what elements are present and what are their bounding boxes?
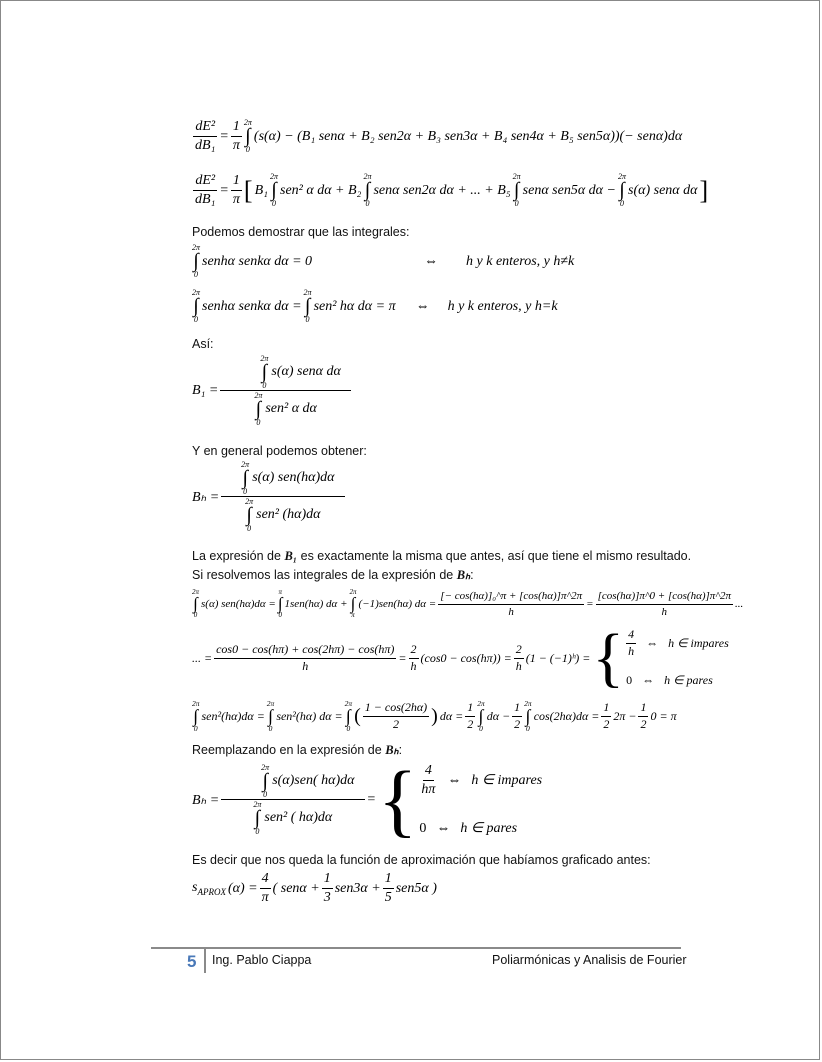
upper-limit: 2π xyxy=(254,391,263,400)
lower-limit: 0 xyxy=(193,611,198,620)
term: dα = xyxy=(439,708,464,723)
fraction-numerator: 1 − cos(2hα) xyxy=(363,701,429,717)
integral-sign: 2π ∫ 0 xyxy=(363,172,372,209)
text: : xyxy=(470,568,474,582)
fraction-denominator: h xyxy=(302,658,309,673)
equation-bh xyxy=(192,461,345,533)
term: senhα senkα dα = xyxy=(202,298,302,314)
text: es exactamente la misma que antes, así que tiene el mismo resultado. xyxy=(297,549,692,563)
lower-limit: 0 xyxy=(479,723,483,733)
integrand: (s(α) − (B₁ senα + B₂ sen2α + B₃ sen3α + B₄ sen4α + B₅ sen5α))(− senα)dα xyxy=(253,128,683,144)
brace: { xyxy=(592,621,625,694)
integral-sign: 2π ∫ 0 xyxy=(245,497,254,533)
integral-sign: 2π ∫ 0 xyxy=(261,763,270,799)
paragraph: Podemos demostrar que las integrales: xyxy=(192,225,410,239)
cases xyxy=(626,628,729,688)
footer-separator xyxy=(204,949,206,973)
lower-limit: 0 xyxy=(268,723,273,733)
upper-limit: 2π xyxy=(245,497,254,506)
ellipsis: ... xyxy=(734,598,744,611)
equation-orthogonality-1 xyxy=(192,244,574,279)
lower-limit: 0 xyxy=(247,524,252,533)
fraction-denominator: π xyxy=(261,890,269,906)
fraction-numerator: 2 xyxy=(514,643,524,659)
condition: h ∈ pares xyxy=(664,672,713,687)
condition: h ∈ pares xyxy=(460,821,518,837)
page-number: 5 xyxy=(187,952,197,971)
fraction-denominator: 2 xyxy=(392,716,399,731)
cases xyxy=(419,763,542,837)
paragraph: Así: xyxy=(192,337,214,351)
integral-sign: 2π ∫ 0 xyxy=(192,243,201,279)
fraction-numerator: 2 xyxy=(409,643,419,659)
equals: = xyxy=(219,128,229,144)
symbol: Bₕ xyxy=(456,568,471,582)
term: (α) = xyxy=(227,880,258,896)
equation-numerator-integral xyxy=(192,589,743,619)
term: senα sen5α dα − xyxy=(522,182,616,198)
lhs: Bₕ = xyxy=(192,792,220,808)
upper-limit: 2π xyxy=(260,354,269,363)
fraction-numerator: 4 xyxy=(260,871,271,889)
subscript: APROX xyxy=(197,886,226,897)
upper-limit: 2π xyxy=(266,699,275,708)
condition: h y k enteros, y h=k xyxy=(447,298,558,314)
upper-limit: 2π xyxy=(241,460,250,469)
fraction-numerator: cos0 − cos(hπ) + cos(2hπ) − cos(hπ) xyxy=(214,643,396,659)
iff-symbol: ⇔ xyxy=(436,820,451,836)
equation-bh-result xyxy=(192,754,543,845)
iff-symbol: ⇔ xyxy=(447,772,462,788)
fraction-denominator: 3 xyxy=(323,890,331,906)
fraction-numerator: 1 xyxy=(322,871,333,889)
lower-limit: 0 xyxy=(262,381,267,390)
equation-derivative-1 xyxy=(193,119,682,154)
fraction-denominator: 2 xyxy=(514,716,521,731)
term: B₁ xyxy=(254,182,268,198)
integral-sign: 2π ∫ 0 xyxy=(344,699,353,733)
iff-symbol: ⇔ xyxy=(642,672,655,687)
fraction-numerator: 1 xyxy=(601,701,611,717)
term: senα sen2α dα + ... + B₅ xyxy=(373,182,511,198)
paren-open: ( xyxy=(354,704,361,727)
lower-limit: 0 xyxy=(243,487,248,496)
equation-derivative-2 xyxy=(193,173,708,208)
lower-limit: 0 xyxy=(365,199,370,209)
fraction-denominator: h xyxy=(661,605,667,618)
condition: h ∈ impares xyxy=(471,773,543,788)
function-name: s xyxy=(192,880,198,896)
symbol: Bₕ xyxy=(385,743,399,757)
paragraph xyxy=(192,549,691,564)
upper-limit: 2π xyxy=(349,588,357,596)
bracket: ] xyxy=(699,175,709,205)
integral-sign: 2π ∫ 0 xyxy=(260,354,269,390)
lower-limit: 0 xyxy=(514,199,519,209)
integral-sign: 2π ∫ 0 xyxy=(241,460,250,496)
upper-limit: 2π xyxy=(617,172,626,182)
footer-author: Ing. Pablo Ciappa xyxy=(212,953,312,967)
term: (−1)sen(hα) dα = xyxy=(358,598,437,611)
integral-sign: 2π ∫ 0 xyxy=(617,172,626,209)
lower-limit: 0 xyxy=(245,145,250,155)
fraction-denominator: 2 xyxy=(640,716,647,731)
term: (cos0 − cos(hπ)) = xyxy=(420,650,512,665)
fraction-numerator: s(α)sen( hα)dα xyxy=(272,773,355,789)
term: 1sen(hα) dα + xyxy=(284,598,348,611)
brace: { xyxy=(377,754,418,845)
fraction-numerator: 1 xyxy=(465,701,475,717)
bracket: [ xyxy=(243,175,253,205)
fraction-denominator: h xyxy=(515,658,522,673)
upper-limit: 2π xyxy=(192,243,201,252)
term: = xyxy=(398,650,407,665)
fraction-denominator: 2 xyxy=(467,716,474,731)
paragraph: Y en general podemos obtener: xyxy=(192,444,367,458)
upper-limit: 2π xyxy=(512,172,521,182)
footer-rule xyxy=(151,947,681,949)
equals: = xyxy=(219,182,229,198)
text: La expresión de xyxy=(192,549,285,563)
equation-b1 xyxy=(192,355,351,427)
upper-limit: 2π xyxy=(269,172,278,182)
fraction-denominator: 2 xyxy=(603,716,610,731)
upper-limit: 2π xyxy=(477,699,485,708)
upper-limit: π xyxy=(278,588,282,596)
fraction-numerator: 1 xyxy=(512,701,522,717)
term: 2π − xyxy=(613,708,637,723)
term: dα − xyxy=(486,708,511,723)
integral-sign: 2π ∫ 0 xyxy=(243,118,252,155)
upper-limit: 2π xyxy=(192,699,200,708)
term: s(α) senα dα xyxy=(628,182,698,198)
fraction-numerator: s(α) senα dα xyxy=(271,364,341,380)
term: s(α) sen(hα)dα = xyxy=(201,598,276,611)
upper-limit: 2π xyxy=(192,588,200,596)
lower-limit: 0 xyxy=(255,827,260,836)
integral-sign: 2π ∫ 0 xyxy=(524,699,532,733)
lower-limit: 0 xyxy=(271,199,276,209)
fraction-denominator: sen² α dα xyxy=(265,401,317,417)
fraction-numerator: dE² xyxy=(193,119,217,137)
term: sen²(hα) dα = xyxy=(276,708,343,723)
integral-sign: 2π ∫ 0 xyxy=(303,288,312,324)
integral-sign: 2π ∫ 0 xyxy=(512,172,521,209)
upper-limit: 2π xyxy=(192,288,201,297)
fraction-numerator: 1 xyxy=(638,701,648,717)
term: sen² α dα + B₂ xyxy=(280,182,362,198)
term: cos(2hα)dα = xyxy=(533,708,600,723)
integral-sign: 2π ∫ π xyxy=(349,588,357,620)
fraction-numerator: 4 xyxy=(423,763,434,781)
text: Reemplazando en la expresión de xyxy=(192,743,386,757)
integral-sign: 2π ∫ 0 xyxy=(269,172,278,209)
upper-limit: 2π xyxy=(303,288,312,297)
integral-sign: π ∫ 0 xyxy=(277,588,283,620)
paren-close: ) xyxy=(431,704,438,727)
fraction-numerator: 1 xyxy=(231,173,242,191)
equation-simplification xyxy=(192,621,729,694)
upper-limit: 2π xyxy=(344,699,353,708)
fraction-denominator: dB₁ xyxy=(195,138,216,154)
equals: = xyxy=(366,792,376,807)
text: Si resolvemos las integrales de la expresión de xyxy=(192,568,457,582)
integral-sign: 2π ∫ 0 xyxy=(253,800,262,836)
lower-limit: 0 xyxy=(194,315,198,324)
lhs: Bₕ = xyxy=(192,489,220,505)
term: 0 = π xyxy=(650,708,677,723)
lhs: B₁ = xyxy=(192,383,219,398)
lower-limit: 0 xyxy=(619,199,624,209)
lower-limit: 0 xyxy=(256,418,261,427)
integral-sign: 2π ∫ 0 xyxy=(192,699,200,733)
fraction-denominator: sen² ( hα)dα xyxy=(264,810,333,826)
fraction-numerator: [− cos(hα)]₀^π + [cos(hα)]π^2π xyxy=(438,590,584,605)
footer-title: Poliarmónicas y Analisis de Fourier xyxy=(492,953,687,967)
upper-limit: 2π xyxy=(261,763,270,772)
fraction-denominator: π xyxy=(232,138,240,154)
paragraph: Es decir que nos queda la función de aproximación que habíamos graficado antes: xyxy=(192,853,651,867)
text: : xyxy=(398,743,403,757)
condition: h ∈ impares xyxy=(668,636,729,650)
lower-limit: 0 xyxy=(193,723,198,733)
term: sen² hα dα = π xyxy=(313,298,396,314)
fraction-numerator: s(α) sen(hα)dα xyxy=(252,470,335,486)
upper-limit: 2π xyxy=(363,172,372,182)
fraction-denominator: dB₁ xyxy=(195,192,216,208)
lower-limit: 0 xyxy=(278,611,282,620)
lower-limit: 0 xyxy=(526,723,530,733)
fraction-numerator: 4 xyxy=(626,628,636,644)
fraction-denominator: h xyxy=(410,658,417,673)
equals: = xyxy=(586,598,594,611)
lower-limit: 0 xyxy=(263,790,268,799)
term: ( senα + xyxy=(272,880,320,896)
value: 0 xyxy=(419,820,427,836)
fraction-denominator: 5 xyxy=(384,890,392,906)
term: ... = xyxy=(192,650,213,665)
iff-symbol: ⇔ xyxy=(424,253,439,269)
upper-limit: 2π xyxy=(253,800,262,809)
integral-sign: 2π ∫ 0 xyxy=(192,588,200,620)
upper-limit: 2π xyxy=(243,118,252,128)
lower-limit: 0 xyxy=(305,315,310,324)
condition: h y k enteros, y h≠k xyxy=(466,253,575,269)
lower-limit: 0 xyxy=(194,270,198,279)
fraction-numerator: 1 xyxy=(383,871,394,889)
iff-symbol: ⇔ xyxy=(415,298,430,314)
paragraph xyxy=(192,567,474,583)
integral-sign: 2π ∫ 0 xyxy=(254,391,263,427)
equation-approximation xyxy=(192,871,437,906)
lower-limit: π xyxy=(351,611,355,620)
fraction-numerator: 1 xyxy=(231,119,242,137)
value: 0 xyxy=(626,672,633,687)
fraction-denominator: sen² (hα)dα xyxy=(256,507,321,523)
paragraph xyxy=(192,742,402,758)
fraction-numerator: dE² xyxy=(193,173,217,191)
fraction-numerator: [cos(hα)]π^0 + [cos(hα)]π^2π xyxy=(596,590,733,605)
integral-sign: 2π ∫ 0 xyxy=(477,699,485,733)
term: sen5α ) xyxy=(395,880,437,896)
term: (1 − (−1)ʰ) = xyxy=(525,650,591,665)
integral-sign: 2π ∫ 0 xyxy=(192,288,201,324)
iff-symbol: ⇔ xyxy=(646,636,659,650)
fraction-denominator: h xyxy=(628,644,635,658)
fraction-denominator: hπ xyxy=(421,782,436,797)
equation-orthogonality-2 xyxy=(192,289,558,324)
term: senhα senkα dα = 0 xyxy=(202,253,313,269)
fraction-denominator: h xyxy=(508,605,514,618)
fraction-denominator: π xyxy=(232,192,240,208)
lower-limit: 0 xyxy=(346,723,351,733)
term: sen²(hα)dα = xyxy=(201,708,265,723)
equation-denominator-integral xyxy=(192,700,677,732)
upper-limit: 2π xyxy=(524,699,532,708)
symbol: B₁ xyxy=(284,549,298,563)
term: sen3α + xyxy=(334,880,381,896)
integral-sign: 2π ∫ 0 xyxy=(266,699,275,733)
